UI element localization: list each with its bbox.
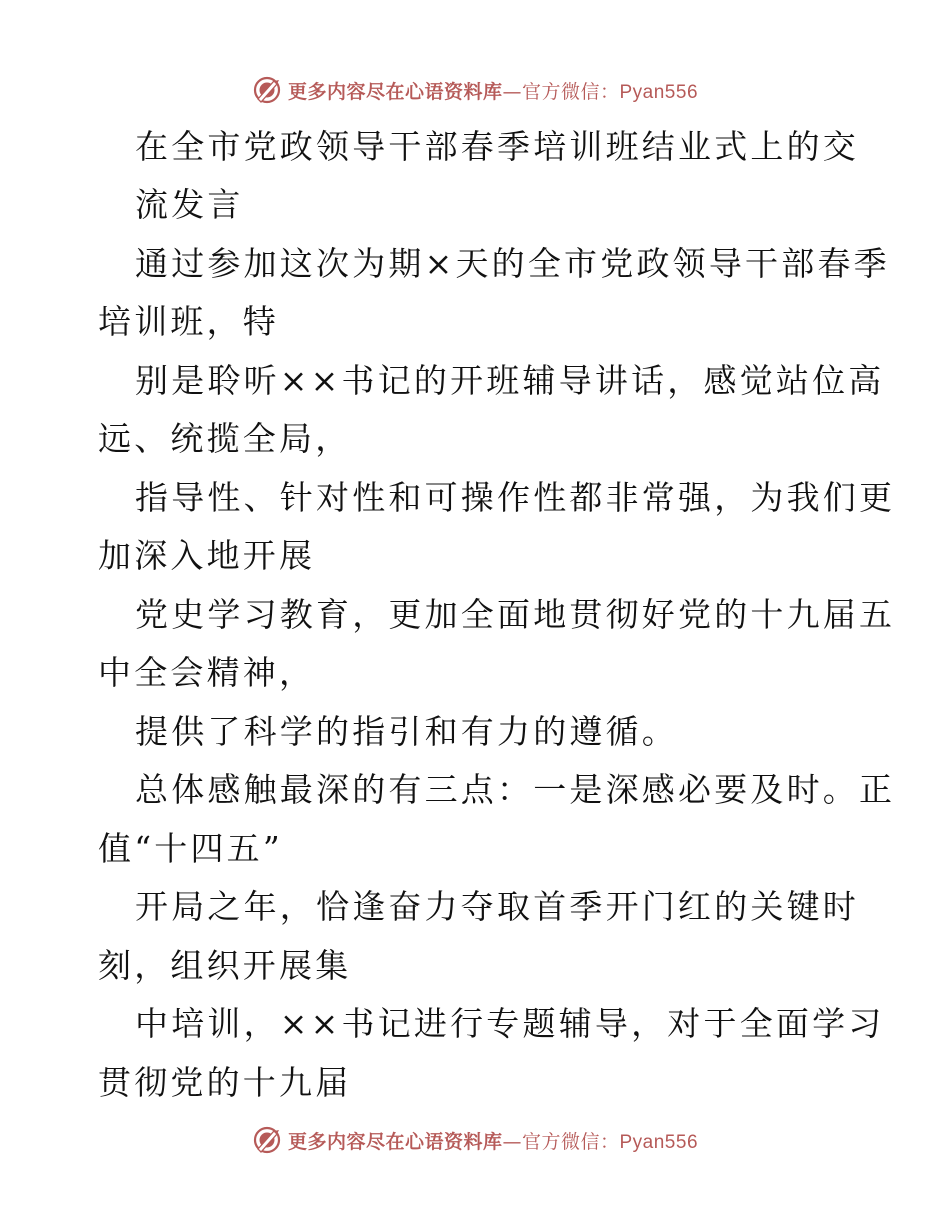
text-line: 贯彻党的十九届 (98, 1063, 352, 1102)
text-line: 提供了科学的指引和有力的遵循。 (135, 712, 678, 751)
text-line: 指导性、针对性和可操作性都非常强，为我们更 (135, 478, 896, 517)
header-banner (0, 70, 950, 110)
banner-wechat-id: Pyan556 (619, 81, 699, 103)
banner-wechat-label: 官方微信： (521, 80, 620, 103)
banner-wechat-label: 官方微信： (521, 1130, 620, 1153)
text-line: 加深入地开展 (98, 536, 316, 575)
text-line: 刻，组织开展集 (98, 946, 352, 985)
banner-text (288, 77, 698, 104)
text-line: 培训班，特 (98, 302, 279, 341)
footer-banner (0, 1120, 950, 1160)
banner-brand: 更多内容尽在心语资料库 (287, 80, 503, 103)
banner-dash: — (502, 80, 522, 103)
text-line: 中全会精神， (98, 653, 316, 692)
banner-text (288, 1127, 698, 1154)
text-line: 别是聆听××书记的开班辅导讲话，感觉站位高 (135, 361, 885, 400)
text-line: 通过参加这次为期×天的全市党政领导干部春季 (135, 244, 890, 283)
banner-brand: 更多内容尽在心语资料库 (287, 1130, 503, 1153)
text-line: 总体感触最深的有三点：一是深感必要及时。正 (135, 770, 896, 809)
text-line: 开局之年，恰逢奋力夺取首季开门红的关键时 (135, 887, 859, 926)
pen-circle-logo-icon (252, 1125, 282, 1155)
pen-circle-logo-icon (252, 75, 282, 105)
document-title-line-1: 在全市党政领导干部春季培训班结业式上的交 (135, 127, 859, 166)
text-line: 党史学习教育，更加全面地贯彻好党的十九届五 (135, 595, 896, 634)
document-title-line-2: 流发言 (135, 185, 244, 224)
text-line: 中培训，××书记进行专题辅导，对于全面学习 (135, 1004, 885, 1043)
banner-dash: — (502, 1130, 522, 1153)
banner-wechat-id: Pyan556 (619, 1131, 699, 1153)
text-line: 值“十四五” (98, 829, 283, 868)
text-line: 远、统揽全局， (98, 419, 352, 458)
